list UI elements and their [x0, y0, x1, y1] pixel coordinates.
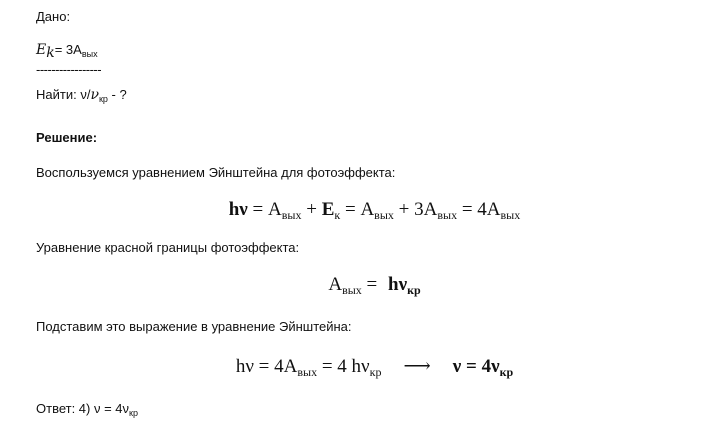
eq1-sub-3: вых [437, 208, 458, 222]
eq3-right: ν = 4ν [452, 356, 500, 377]
solution-text-1: Воспользуемся уравнением Эйнштейна для фотоэффекта: [36, 165, 396, 180]
eq3-mid: = 4 hν [317, 356, 370, 377]
eq3-sub-vyh: вых [297, 365, 318, 379]
equation-red-boundary [0, 274, 709, 298]
eq2-eq: = [361, 274, 383, 295]
ek-subscript: k [46, 45, 55, 61]
solution-text-2: Уравнение красной границы фотоэффекта: [36, 240, 300, 255]
given-energy [36, 42, 98, 61]
answer-subscript: кр [129, 408, 138, 418]
eq2-sub-vyh: вых [342, 283, 362, 297]
ek-value: = 3А [54, 42, 82, 57]
find-nu: ν [90, 87, 99, 103]
arrow-icon: ⟶ [403, 356, 431, 377]
eq3-left: hν = 4А [235, 356, 298, 377]
solution-title: Решение: [36, 130, 98, 145]
given-title: Дано: [36, 9, 71, 24]
eq1-a2: А [360, 199, 375, 220]
eq1-plus: + [301, 199, 322, 220]
find-subscript: кр [98, 94, 108, 104]
find-line [36, 87, 127, 104]
eq1-plus3: + 3А [393, 199, 438, 220]
eq1-hv: hν [228, 199, 248, 220]
eq1-eq4: = 4А [457, 199, 501, 220]
separator: ----------------- [36, 62, 102, 77]
eq1-ek-sub: к [334, 208, 341, 222]
answer-text: Ответ: 4) ν = 4ν [36, 401, 130, 416]
eq3-sub-kr: кр [369, 365, 382, 379]
ek-variable: E [36, 42, 47, 58]
equation-einstein [0, 199, 709, 223]
eq1-sub-4: вых [500, 208, 521, 222]
eq1-sub-2: вых [374, 208, 394, 222]
eq2-sub-kr: кр [407, 283, 421, 297]
ek-value-subscript: вых [81, 49, 98, 59]
eq2-hv: hν [388, 274, 408, 295]
eq1-ek: E [321, 199, 335, 220]
find-question: - ? [107, 87, 127, 102]
eq1-eq-b: = [340, 199, 361, 220]
eq1-sub-1: вых [281, 208, 302, 222]
answer [36, 401, 138, 418]
eq1-eq-a: = А [247, 199, 282, 220]
solution-text-3: Подставим это выражение в уравнение Эйнштейна: [36, 319, 352, 334]
find-label: Найти: ν/ [36, 87, 91, 102]
eq3-sub-kr2: кр [499, 365, 514, 379]
equation-substitution [0, 355, 709, 380]
eq2-a: А [328, 274, 343, 295]
